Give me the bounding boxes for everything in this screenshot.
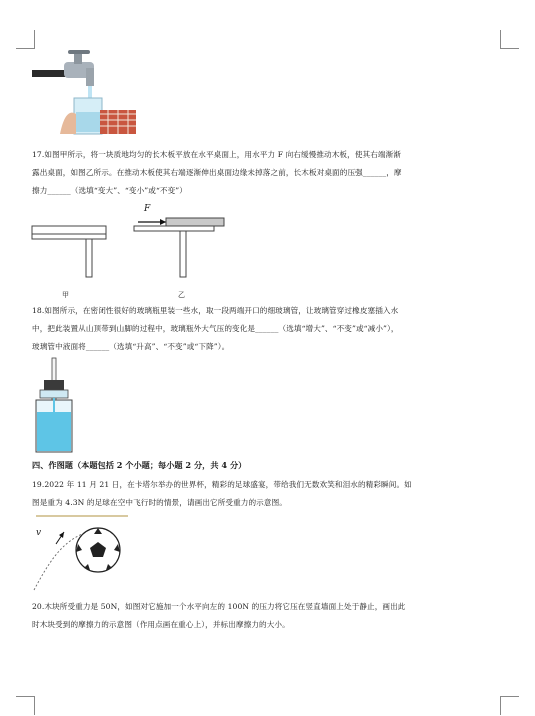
figure-label-yi: 乙 bbox=[178, 291, 185, 299]
crop-mark-bottom-right bbox=[500, 696, 519, 715]
q20-line-1: 20.木块所受重力是 50N，如图对它施加一个水平向左的 100N 的压力将它压在竖直墙面上处于静止，画出此 bbox=[32, 602, 406, 611]
q19-line-2: 图是重为 4.3N 的足球在空中飞行时的情景，请画出它所受重力的示意图。 bbox=[32, 498, 287, 507]
crop-mark-bottom-left bbox=[16, 696, 35, 715]
question-19 bbox=[32, 476, 502, 512]
crop-mark-top-left bbox=[16, 30, 35, 49]
question-20 bbox=[32, 598, 502, 634]
question-18 bbox=[32, 302, 502, 356]
question-17 bbox=[32, 146, 502, 200]
velocity-label-v: v bbox=[36, 528, 42, 538]
bottle-figure bbox=[30, 356, 78, 456]
crop-mark-top-right bbox=[500, 30, 519, 49]
q17-line-1: 17.如图甲所示，将一块质地均匀的长木板平放在水平桌面上，用水平力 F 向右缓慢推动木板，使其右端渐渐 bbox=[32, 150, 401, 159]
q18-line-2: 中，把此装置从山顶带到山脚的过程中，玻璃瓶外大气压的变化是______（选填“增大”、“不变”或“减小”）， bbox=[32, 324, 399, 333]
q19-line-1: 19.2022 年 11 月 21 日，在卡塔尔举办的世界杯，精彩的足球盛宴，带给我们无数欢笑和泪水的精彩瞬间。如 bbox=[32, 480, 412, 489]
q17-line-2: 露出桌面，如图乙所示。在推动木板使其右端逐渐伸出桌面边缘未掉落之前，长木板对桌面的压强______，摩 bbox=[32, 168, 402, 177]
q17-figure-a bbox=[30, 216, 110, 280]
faucet-figure bbox=[30, 48, 140, 136]
soccer-ball-figure bbox=[30, 514, 132, 592]
q18-line-1: 18.如图所示，在密闭性很好的玻璃瓶里装一些水，取一段两端开口的细玻璃管，让玻璃管穿过橡皮塞插入水 bbox=[32, 306, 399, 315]
q18-line-3: 玻璃管中液面将______（选填“升高”、“不变”或“下降”）。 bbox=[32, 342, 230, 351]
section-4-title: 四、作图题（本题包括 2 个小题；每小题 2 分，共 4 分） bbox=[32, 460, 247, 470]
force-label-f: F bbox=[144, 204, 151, 214]
q20-line-2: 时木块受到的摩擦力的示意图（作用点画在重心上），并标出摩擦力的大小。 bbox=[32, 620, 290, 629]
q17-line-3: 擦力______（选填“变大”、“变小”或“不变”） bbox=[32, 186, 187, 195]
figure-label-jia: 甲 bbox=[62, 291, 69, 299]
q17-figure-b bbox=[132, 206, 228, 280]
